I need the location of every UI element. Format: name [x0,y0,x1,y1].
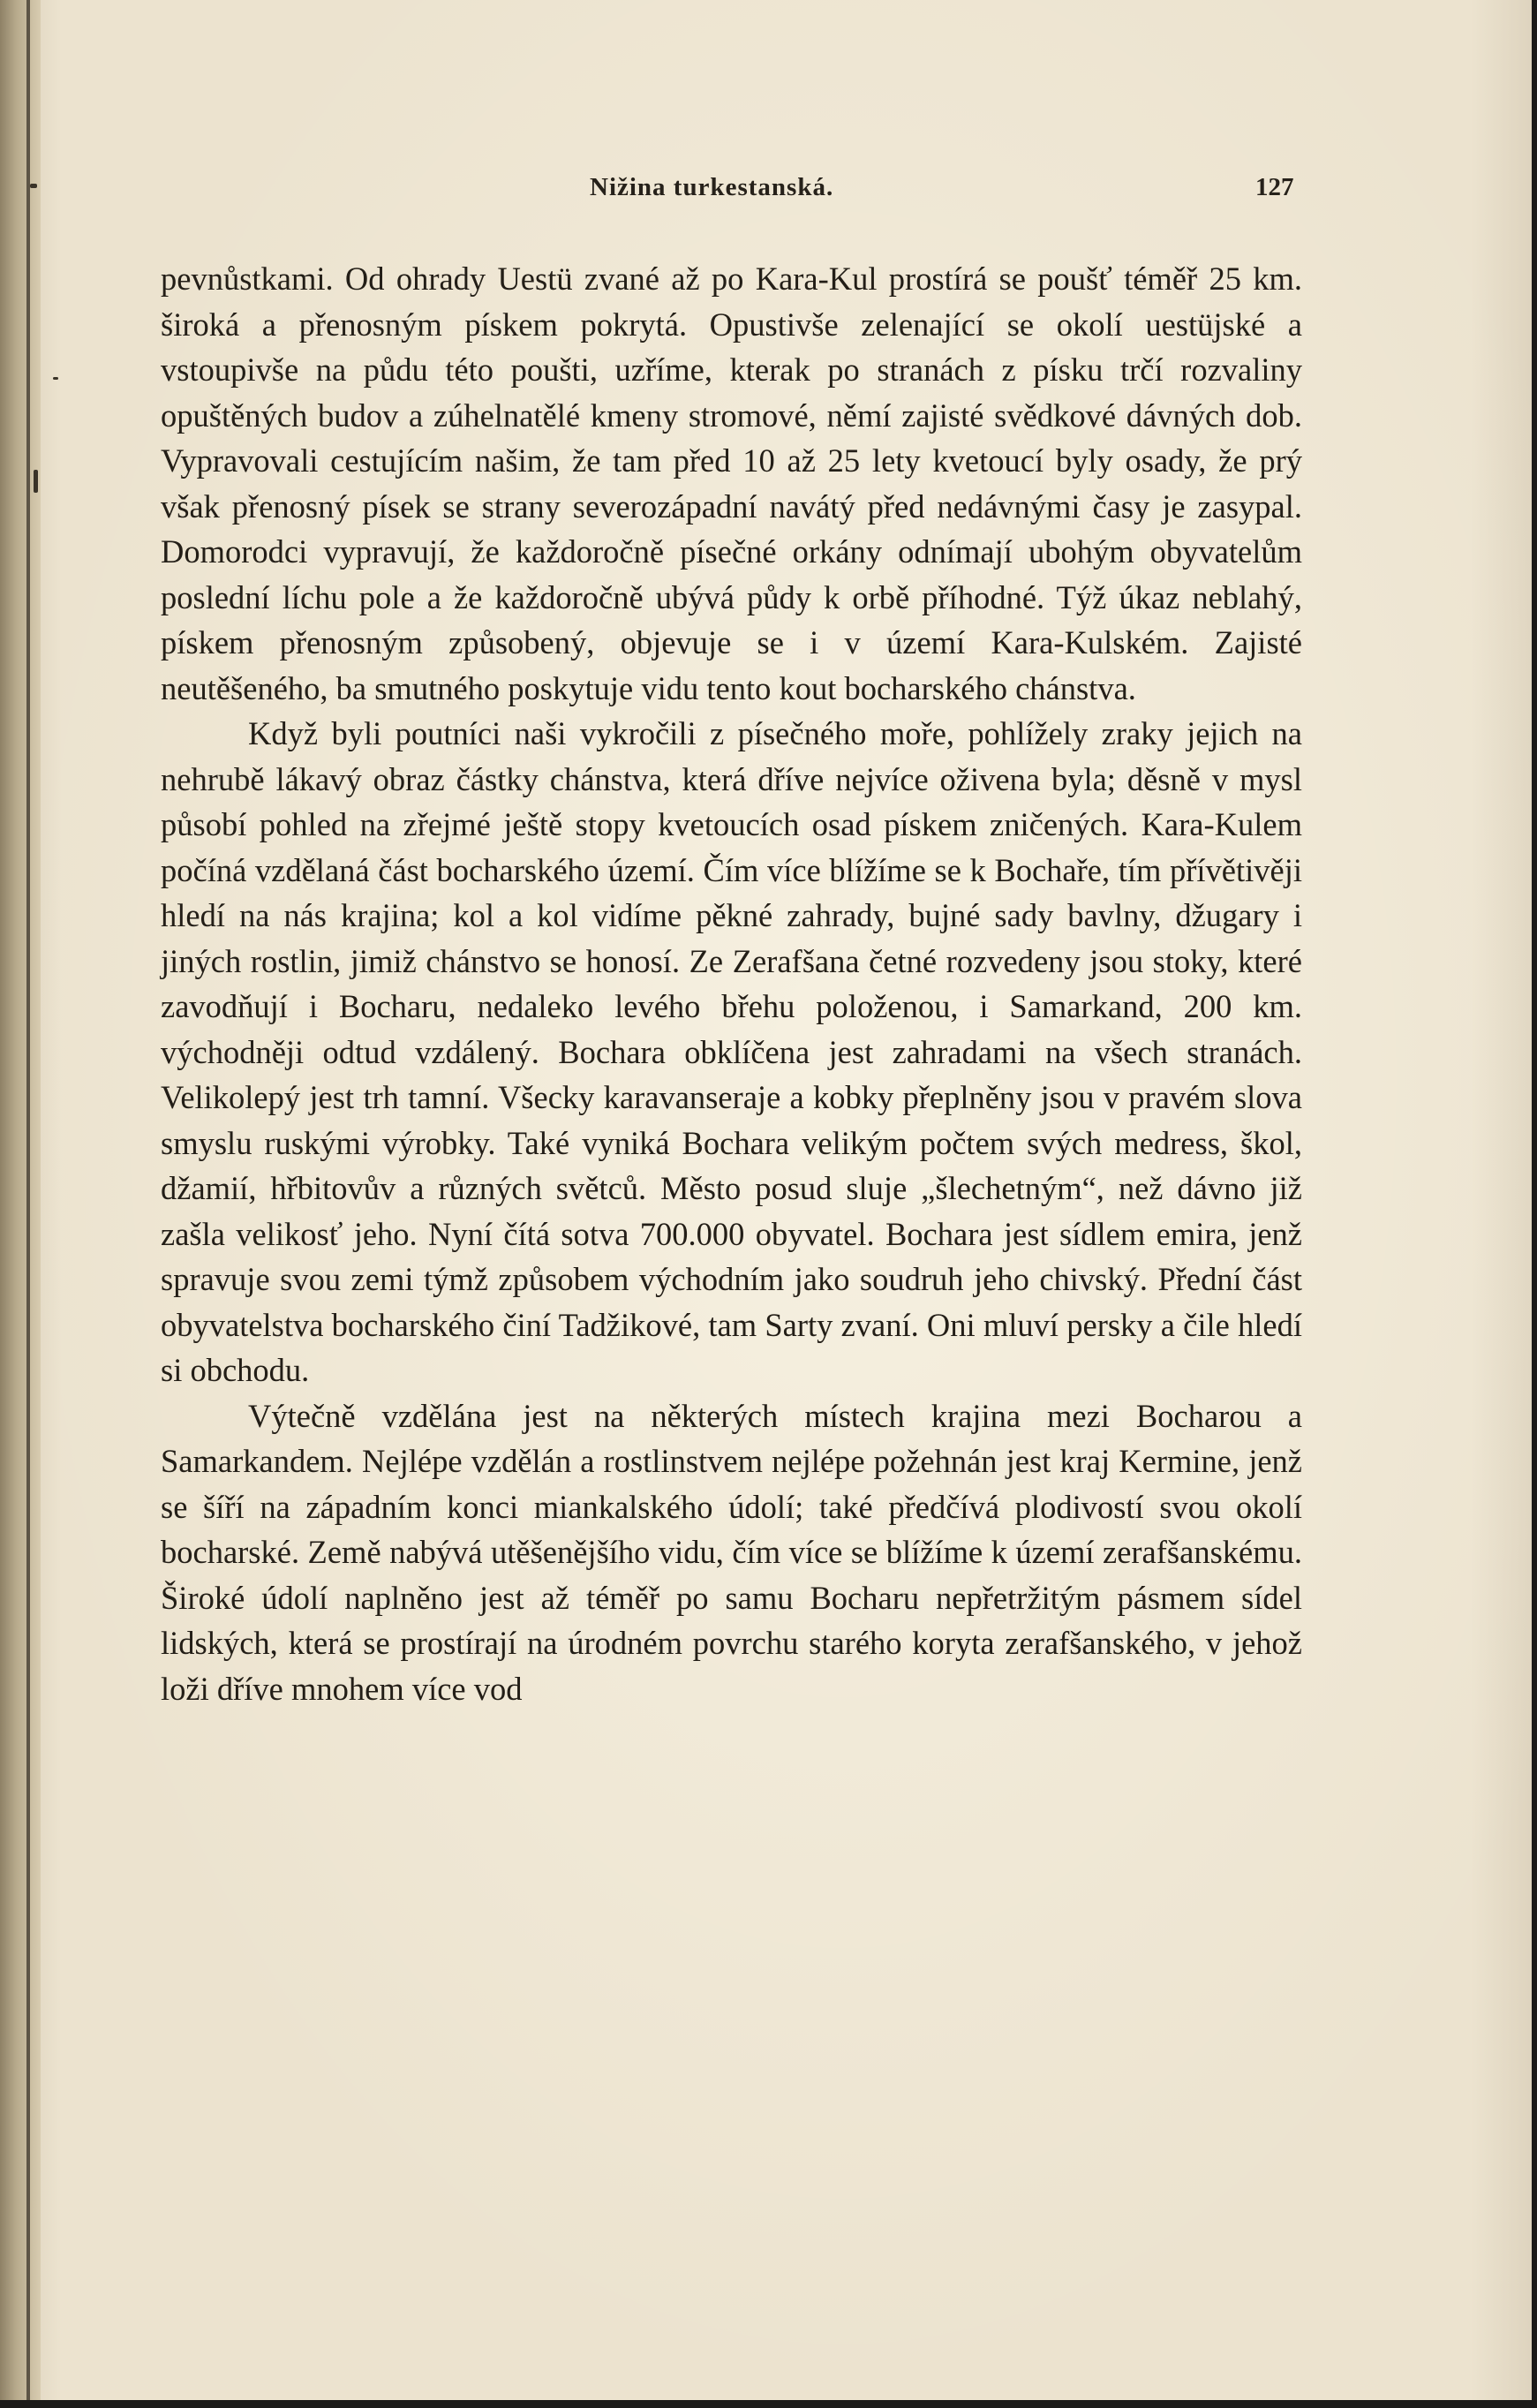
margin-mark [30,184,37,188]
page-gutter [0,0,41,2400]
running-header: Nižina turkestanská. [590,173,834,201]
margin-mark [53,377,58,380]
margin-mark [34,470,38,493]
body-text [161,256,1302,1711]
binding-edge [26,0,30,2400]
page-number: 127 [1255,173,1294,201]
paragraph: pevnůstkami. Od ohrady Uestü zvané až po Kara-Kul prostírá se poušť téměř 25 km. široká a přenosným pískem pokrytá. Opustivše zelenající se okolí uestüjské a vstoupivše na půdu této poušti, uzříme, kterak po stranách z písku trčí rozvaliny opuštěných budov a zúhelnatělé kmeny stromové, němí zajisté svědkové dávných dob. Vypravovali cestujícím našim, že tam před 10 až 25 lety kvetoucí byly osady, že prý však přenosný písek se strany severozápadní navátý před nedávnými časy je zasypal. Domorodci vypravují, že každoročně písečné orkány odnímají ubohým obyvatelům poslední líchu pole a že každoročně ubývá půdy k orbě příhodné. Týž úkaz neblahý, pískem přenosným způsobený, objevuje se i v území Kara-Kulském. Zajisté neutěšeného, ba smutného poskytuje vidu tento kout bocharského chánstva. [161,260,1302,706]
paragraph: Když byli poutníci naši vykročili z písečného moře, pohlížely zraky jejich na nehrubě lákavý obraz částky chánstva, která dříve nejvíce oživena byla; děsně v mysl působí pohled na zřejmé ještě stopy kvetoucích osad pískem zničených. Kara-Kulem počíná vzdělaná část bocharského území. Čím více blížíme se k Bochaře, tím přívětivěji hledí na nás krajina; kol a kol vidíme pěkné zahrady, bujné sady bavlny, džugary i jiných rostlin, jimiž chánstvo se honosí. Ze Zerafšana četné rozvedeny jsou stoky, které zavodňují i Bocharu, nedaleko levého břehu položenou, i Samarkand, 200 km. východněji odtud vzdálený. Bochara obklíčena jest zahradami na všech stranách. Velikolepý jest trh tamní. Všecky karavanseraje a kobky přeplněny jsou v pravém slova smyslu ruskými výrobky. Také vyniká Bochara velikým počtem svých medress, škol, džamií, hřbitovův a různých světců. Město posud sluje „šlechetným“, než dávno již zašla velikosť jeho. Nyní čítá sotva 700.000 obyvatel. Bochara jest sídlem emira, jenž spravuje svou zemi týmž způsobem východním jako soudruh jeho chivský. Přední část obyvatelstva bocharského činí Tadžikové, tam Sarty zvaní. Oni mluví persky a čile hledí si obchodu. [161,715,1302,1388]
paragraph: Výtečně vzdělána jest na některých místech krajina mezi Bocharou a Samarkandem. Nejlépe vzdělán a rostlinstvem nejlépe požehnán jest kraj Kermine, jenž se šíří na západním konci miankalského údolí; také předčívá plodivostí svou okolí bocharské. Země nabývá utěšenějšího vidu, čím více se blížíme k území zerafšanskému. Široké údolí naplněno jest až téměř po samu Bocharu nepřetržitým pásmem sídel lidských, která se prostírají na úrodném povrchu starého koryta zerafšanského, v jehož loži dříve mnohem více vod [161,1397,1302,1707]
